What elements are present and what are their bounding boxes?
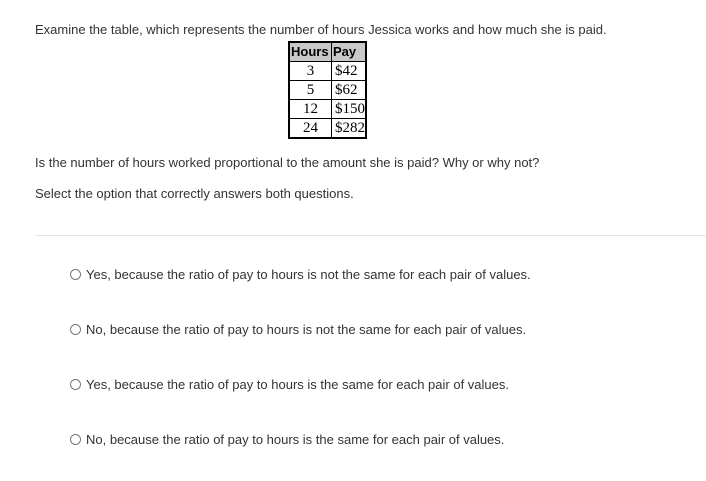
table-cell-hours: 3 [289,62,332,81]
question-text: Is the number of hours worked proportional to the amount she is paid? Why or why not? [35,155,540,170]
answer-option-label: No, because the ratio of pay to hours is not the same for each pair of values. [86,322,527,337]
table-cell-hours: 5 [289,81,332,100]
hours-pay-table [288,41,367,139]
table-cell-pay: $62 [332,81,367,100]
table-row [289,119,366,139]
answer-option-2[interactable] [70,322,526,337]
table-row [289,100,366,119]
radio-button[interactable] [70,269,81,280]
radio-button[interactable] [70,324,81,335]
answer-option-4[interactable] [70,432,504,447]
answer-option-1[interactable] [70,267,531,282]
question-prompt: Examine the table, which represents the number of hours Jessica works and how much she is paid. [35,22,607,37]
table-cell-pay: $282 [332,119,367,139]
answer-option-label: No, because the ratio of pay to hours is the same for each pair of values. [86,432,505,447]
answer-option-3[interactable] [70,377,509,392]
table-header-hours: Hours [289,42,332,62]
question-instruction: Select the option that correctly answers both questions. [35,186,354,201]
table-cell-pay: $42 [332,62,367,81]
table-row [289,81,366,100]
table-header-row [289,42,366,62]
answer-option-label: Yes, because the ratio of pay to hours is the same for each pair of values. [86,377,509,392]
table-cell-hours: 12 [289,100,332,119]
divider [35,235,706,236]
hours-pay-table-container [288,41,367,139]
radio-button[interactable] [70,434,81,445]
answer-option-label: Yes, because the ratio of pay to hours is not the same for each pair of values. [86,267,531,282]
table-header-pay: Pay [332,42,367,62]
table-row [289,62,366,81]
table-cell-hours: 24 [289,119,332,139]
table-cell-pay: $150 [332,100,367,119]
radio-button[interactable] [70,379,81,390]
